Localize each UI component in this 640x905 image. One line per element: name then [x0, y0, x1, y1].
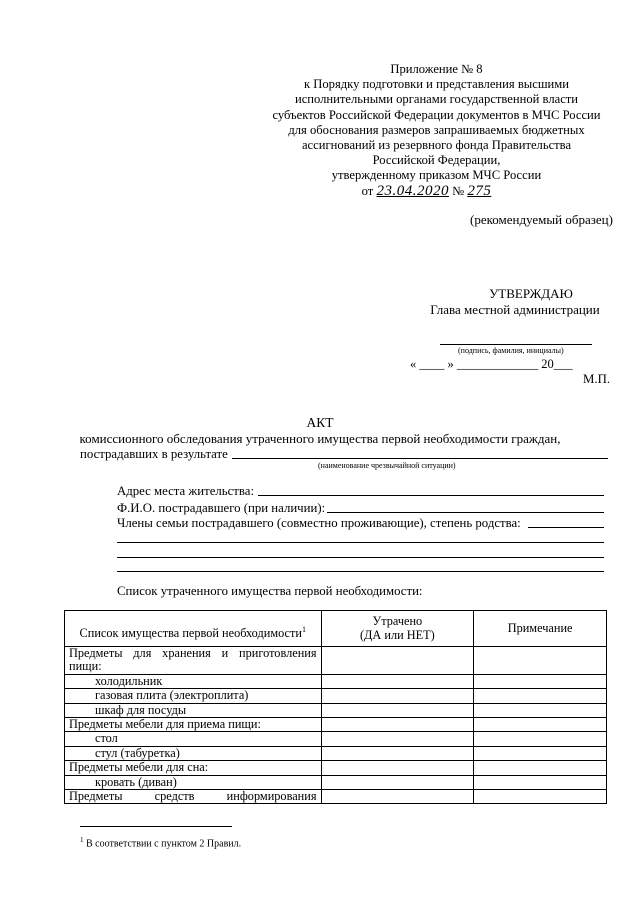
note-cell[interactable]	[474, 703, 607, 717]
note-cell[interactable]	[474, 761, 607, 775]
table-row	[65, 732, 607, 746]
lost-cell[interactable]	[321, 703, 474, 717]
appendix-line: ассигнований из резервного фонда Правительства	[301, 138, 572, 153]
note-cell[interactable]	[474, 746, 607, 760]
footnote-separator	[80, 826, 232, 827]
family-field-line[interactable]	[117, 542, 604, 543]
lost-cell[interactable]	[321, 674, 474, 688]
list-title: Список утраченного имущества первой необходимости:	[117, 584, 423, 598]
note-cell[interactable]	[474, 718, 607, 732]
from-label: от	[361, 183, 374, 198]
appendix-line: Российской Федерации,	[372, 153, 501, 168]
table-row	[65, 689, 607, 703]
note-cell[interactable]	[474, 732, 607, 746]
sample-note: (рекомендуемый образец)	[470, 212, 613, 227]
table-row	[65, 718, 607, 732]
victims-label: пострадавших в результате	[80, 447, 228, 461]
lost-cell[interactable]	[321, 647, 474, 675]
order-date: 23.04.2020	[376, 182, 449, 199]
table-row	[65, 703, 607, 717]
act-subtitle: комиссионного обследования утраченного имущества первой необходимости граждан,	[79, 431, 561, 446]
family-field[interactable]	[528, 527, 604, 528]
footnote-text: В соответствии с пунктом 2 Правил.	[86, 838, 242, 850]
appendix-line: к Порядку подготовки и представления высшими	[303, 77, 569, 92]
appendix-line: исполнительными органами государственной власти	[294, 92, 579, 107]
family-field-line[interactable]	[117, 571, 604, 572]
table-row	[65, 775, 607, 789]
row-label: Предметы мебели для сна:	[65, 761, 322, 775]
table-row	[65, 790, 607, 804]
header-note: Примечание	[474, 611, 607, 647]
seal-mark: М.П.	[583, 372, 611, 386]
header-property-text: Список имущества первой необходимости	[79, 625, 302, 640]
appendix-line: для обоснования размеров запрашиваемых бюджетных	[288, 122, 585, 137]
appendix-line: субъектов Российской Федерации документов в МЧС России	[272, 107, 601, 122]
order-date-line	[240, 184, 633, 199]
row-label: холодильник	[65, 674, 322, 688]
appendix-block	[240, 62, 633, 199]
property-table	[64, 610, 607, 804]
emergency-field[interactable]	[232, 458, 608, 459]
row-label: Предметы мебели для приема пищи:	[65, 718, 322, 732]
footnote-ref: 1	[301, 624, 306, 634]
note-cell[interactable]	[474, 647, 607, 675]
address-label: Адрес места жительства:	[117, 484, 254, 498]
approval-title: УТВЕРЖДАЮ	[489, 286, 573, 301]
table-row	[65, 647, 607, 675]
row-label: газовая плита (электроплита)	[65, 689, 322, 703]
row-label: стол	[65, 732, 322, 746]
row-label: Предметы средств информирования	[65, 790, 322, 804]
family-label: Члены семьи пострадавшего (совместно проживающие), степень родства:	[117, 516, 521, 530]
address-field[interactable]	[258, 495, 604, 496]
table-row	[65, 761, 607, 775]
table-header-row	[65, 611, 607, 647]
lost-cell[interactable]	[321, 746, 474, 760]
lost-cell[interactable]	[321, 775, 474, 789]
fio-field[interactable]	[327, 512, 604, 513]
lost-cell[interactable]	[321, 761, 474, 775]
approval-block	[420, 286, 610, 318]
header-lost-line1: Утрачено	[372, 614, 423, 629]
header-lost	[321, 611, 474, 647]
table-row	[65, 746, 607, 760]
note-cell[interactable]	[474, 689, 607, 703]
lost-cell[interactable]	[321, 689, 474, 703]
footnote	[80, 836, 241, 849]
header-property-list	[65, 611, 322, 647]
approval-date: « ____ » _____________ 20___	[410, 357, 573, 371]
row-label: шкаф для посуды	[65, 703, 322, 717]
appendix-line: утвержденному приказом МЧС России	[331, 168, 542, 183]
note-cell[interactable]	[474, 775, 607, 789]
row-label: Предметы для хранения и приготовления пищи:	[65, 647, 322, 675]
note-cell[interactable]	[474, 674, 607, 688]
lost-cell[interactable]	[321, 732, 474, 746]
act-title: АКТ	[306, 415, 334, 430]
row-label: стул (табуретка)	[65, 746, 322, 760]
fio-label: Ф.И.О. пострадавшего (при наличии):	[117, 501, 326, 515]
row-label: кровать (диван)	[65, 775, 322, 789]
number-label: №	[452, 183, 465, 198]
order-number: 275	[467, 182, 492, 199]
signature-line	[440, 344, 592, 345]
header-lost-line2: (ДА или НЕТ)	[359, 627, 435, 642]
table-row	[65, 674, 607, 688]
approval-position: Глава местной администрации	[430, 302, 600, 317]
footnote-mark: 1	[80, 836, 84, 844]
signature-hint: (подпись, фамилия, инициалы)	[458, 346, 564, 355]
appendix-line: Приложение № 8	[390, 62, 483, 76]
note-cell[interactable]	[474, 790, 607, 804]
lost-cell[interactable]	[321, 718, 474, 732]
emergency-hint: (наименование чрезвычайной ситуации)	[318, 461, 456, 470]
family-field-line[interactable]	[117, 557, 604, 558]
lost-cell[interactable]	[321, 790, 474, 804]
